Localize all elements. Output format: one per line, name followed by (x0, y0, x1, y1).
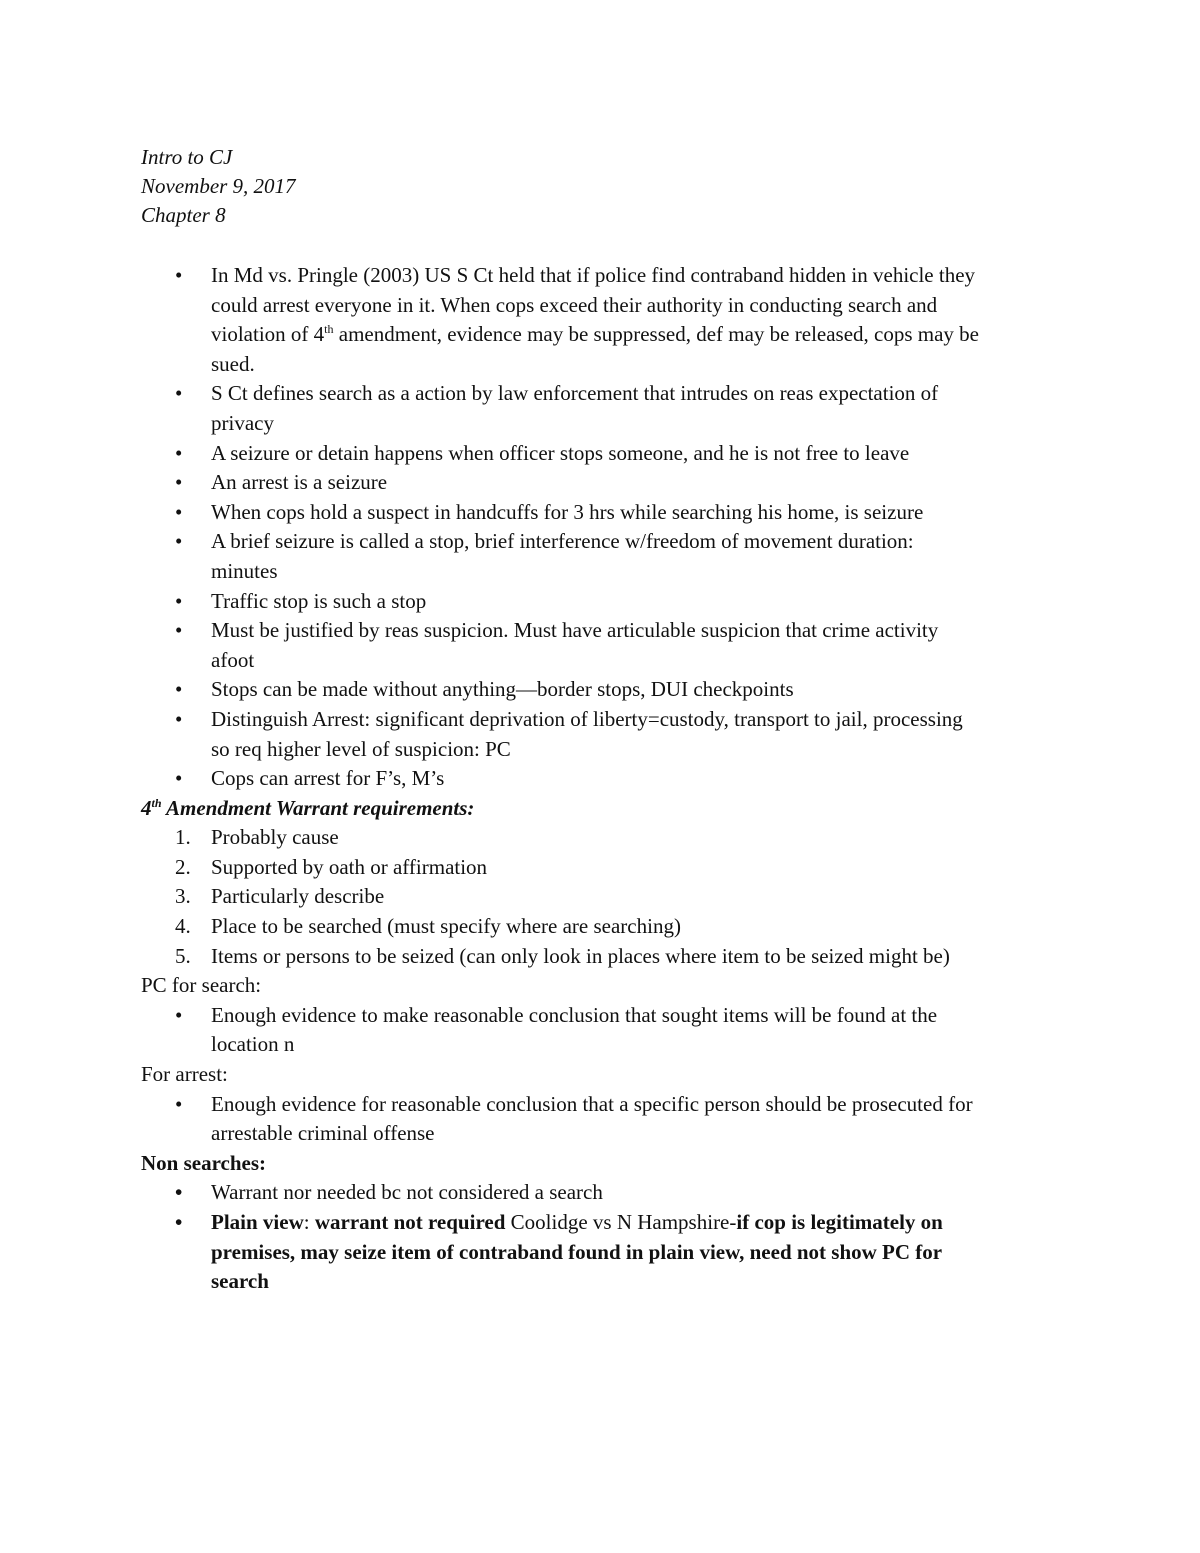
plain-view-rule: if cop is legitimately on premises, may seize item of contraband found in plain view, need not show PC for search (211, 1210, 943, 1294)
bullet-icon: • (175, 263, 183, 287)
list-item (141, 1178, 981, 1208)
list-item (141, 439, 981, 469)
numbered-item (141, 853, 981, 883)
note-text: Enough evidence for reasonable conclusion that a specific person should be prosecuted for arrestable criminal offense (211, 1091, 973, 1146)
item-text: Probably cause (211, 825, 339, 850)
chapter-label: Chapter 8 (141, 203, 226, 227)
note-header (141, 143, 296, 230)
list-item (141, 1001, 981, 1060)
bullet-icon: • (175, 1210, 183, 1234)
numbered-item (141, 823, 981, 853)
list-item (141, 675, 981, 705)
numbered-item (141, 882, 981, 912)
bullet-icon: • (175, 470, 183, 495)
list-item (141, 1208, 981, 1297)
plain-view-term: Plain view (211, 1210, 304, 1234)
bullet-icon: • (175, 529, 183, 554)
numbered-item (141, 912, 981, 942)
numbered-item (141, 942, 981, 972)
superscript: th (324, 322, 334, 337)
item-text: Particularly describe (211, 884, 385, 909)
bullet-icon: • (175, 381, 183, 406)
list-item (141, 1090, 981, 1149)
list-item (141, 587, 981, 617)
note-text: Distinguish Arrest: significant deprivation of liberty=custody, transport to jail, processing so req higher level of suspicion: PC (211, 706, 963, 761)
note-date: November 9, 2017 (141, 174, 296, 198)
case-name: Coolidge vs N Hampshire- (505, 1210, 737, 1234)
list-item (141, 379, 981, 438)
note-text: An arrest is a seizure (211, 470, 388, 495)
bullet-icon: • (175, 766, 183, 791)
item-number: 1. (175, 825, 191, 850)
list-item (141, 527, 981, 586)
bullet-icon: • (175, 499, 183, 524)
note-text: A seizure or detain happens when officer stops someone, and he is not free to leave (211, 440, 910, 465)
pc-search-label: PC for search: (141, 973, 262, 998)
warrant-section-title: 4th Amendment Warrant requirements: (141, 795, 475, 820)
bullet-icon: • (175, 1002, 183, 1027)
list-item (141, 705, 981, 764)
list-item (141, 498, 981, 528)
bullet-icon: • (175, 1180, 183, 1205)
bullet-icon: • (175, 677, 183, 702)
bullet-icon: • (175, 440, 183, 465)
bullet-icon: • (175, 1091, 183, 1116)
note-text: A brief seizure is called a stop, brief interference w/freedom of movement duration: minutes (211, 529, 914, 583)
list-item (141, 468, 981, 498)
item-text: Supported by oath or affirmation (211, 854, 488, 879)
note-text: Stops can be made without anything—border stops, DUI checkpoints (211, 677, 794, 702)
item-number: 2. (175, 854, 191, 879)
item-text: Place to be searched (must specify where are searching) (211, 914, 681, 939)
item-number: 5. (175, 943, 191, 968)
bullet-icon: • (175, 618, 183, 643)
note-text: S Ct defines search as a action by law enforcement that intrudes on reas expectation of privacy (211, 381, 939, 435)
note-text: Must be justified by reas suspicion. Must have articulable suspicion that crime activity afoot (211, 618, 939, 672)
item-number: 3. (175, 884, 191, 909)
list-item (141, 764, 981, 794)
non-searches-label: Non searches: (141, 1150, 267, 1175)
note-text: Cops can arrest for F’s, M’s (211, 766, 445, 791)
colon: : (303, 1210, 315, 1234)
note-text-tail: amendment, evidence may be suppressed, def may be released, cops may be sued. (211, 322, 980, 376)
course-title: Intro to CJ (141, 145, 233, 169)
note-text: Enough evidence to make reasonable conclusion that sought items will be found at the location n (211, 1002, 938, 1057)
list-item (141, 261, 981, 379)
pc-arrest-label: For arrest: (141, 1062, 228, 1087)
item-text: Items or persons to be seized (can only look in places where item to be seized might be) (211, 943, 950, 968)
list-item (141, 616, 981, 675)
note-text: Traffic stop is such a stop (211, 588, 427, 613)
bullet-icon: • (175, 706, 183, 731)
notes-body (141, 261, 981, 1297)
note-text: Warrant nor needed bc not considered a search (211, 1180, 603, 1205)
bullet-icon: • (175, 588, 183, 613)
note-text: When cops hold a suspect in handcuffs for 3 hrs while searching his home, is seizure (211, 499, 924, 524)
note-text: In Md vs. Pringle (2003) US S Ct held that if police find contraband hidden in vehicle they could arrest everyone in it. When cops exceed their authority in conducting search and violation of 4 (211, 263, 976, 347)
item-number: 4. (175, 914, 191, 939)
warrant-not-required: warrant not required (314, 1210, 506, 1234)
